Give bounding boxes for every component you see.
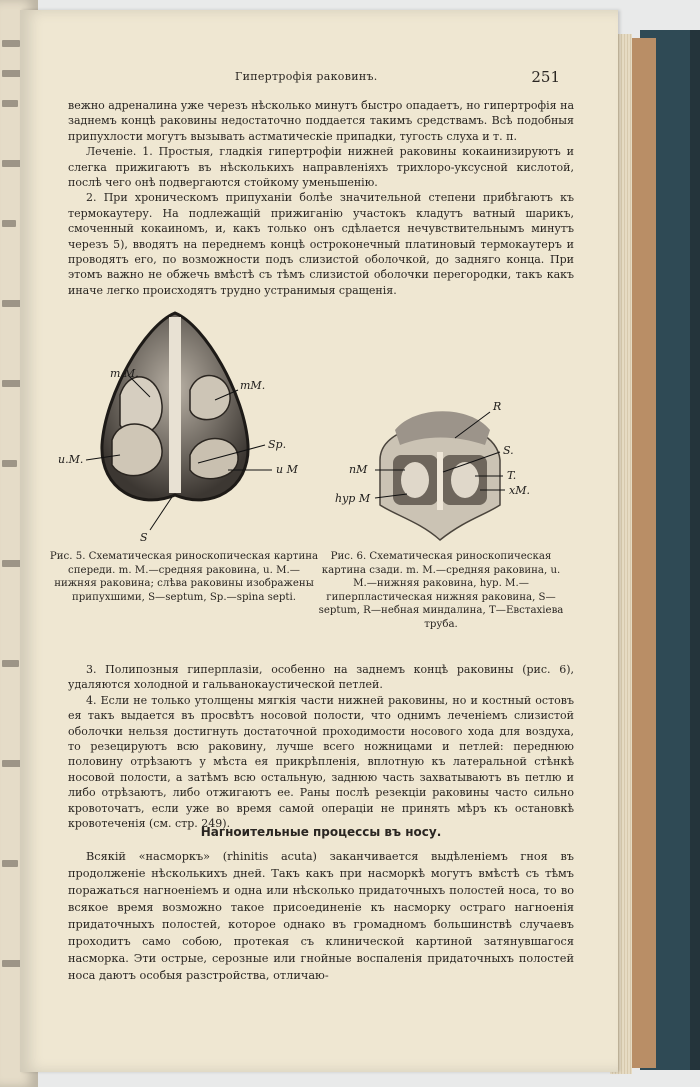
paragraph: Леченіе. 1. Простыя, гладкія гипертрофіи нижней раковины кокаинизируютъ и слегка прижигаютъ въ нѣсколькихъ направленіяхъ трихлоро-уксусной кислотой, послѣ чего онѣ подвергаются стойкому уменьшенію. [68,145,574,190]
paragraph: 4. Если не только утолщены мягкія части нижней раковины, но и костный остовъ ея такъ выдается въ просвѣтъ носовой полости, что однимъ леченіемъ слизистой оболочки нельзя достигнуть достаточной проходимости носового хода для воздуха, то резецируютъ всю раковину, лучше всего ножницами и петлей: переднюю половину отрѣзаютъ у мѣста ея прикрѣпленія, вплотную къ латеральной стѣнкѣ носовой полости, а затѣмъ всю остальную, заднюю часть захватываютъ въ петлю и либо отрѣзаютъ, либо отжигаютъ ее. Раны послѣ резекціи раковины часто сильно кровоточатъ, если уже во время самой операціи не принять мѣръ къ остановкѣ кровотеченія (см. стр. 249). [68,693,574,831]
fig6-label-R: R [493,400,502,413]
figure-5-rhinoscopy-front [50,305,320,545]
fig6-label-nM: nM [349,463,368,476]
section-heading: Нагноительные процессы въ носу. [200,825,442,839]
figure-5-caption: Рис. 5. Схематическая риноскопическая картина спереди. m. M.—средняя раковина, u. M.—нижняя раковина; слѣва раковины изображены припухшими, S—septum, Sp.—spina septi. [49,551,319,603]
running-head: Гипертрофія раковинъ. [235,70,378,83]
figure-6-caption: Рис. 6. Схематическая риноскопическая картина сзади. m. M.—средняя раковина, u. M.—нижняя раковина, hyp. M.—гиперпластическая нижняя раковина, S—septum, R—небная миндалина, T—Евстахіева труба. [318,551,564,630]
cover-spine [690,30,700,1070]
fig6-label-hypM: hyp M [335,492,371,505]
book-page [20,10,618,1072]
fig6-label-S: S. [503,444,514,457]
fig6-label-T: T. [507,469,517,482]
fig5-label-uM-right: u M [276,463,298,476]
fig6-label-xM: xM. [509,484,530,497]
paragraph: 3. Полипозныя гиперплазіи, особенно на заднемъ концѣ раковины (рис. 6), удаляются холодной и гальванокаустической петлей. [68,663,574,692]
paragraph: Всякій «насморкъ» (rhinitis acuta) заканчивается выдѣленіемъ гноя въ продолженіе нѣсколькихъ дней. Такъ какъ при насморкѣ могутъ вмѣстѣ съ тѣмъ поражаться нагноеніемъ и одна или нѣсколько придаточныхъ полостей носа, то во всякое время возможно такое присоединеніе къ насморку остраго нагноенія придаточныхъ полостей, которое однако въ громадномъ большинствѣ случаевъ проходитъ само собою, протекая съ клинической картиной затянувшагося насморка. Эти острые, серозные или гнойные воспаленія придаточныхъ полостей носа даютъ особыя разстройства, отличаю- [68,850,574,982]
figure-6-rhinoscopy-rear [335,390,565,550]
paragraph: вежно адреналина уже черезъ нѣсколько минутъ быстро опадаетъ, но гипертрофія на заднемъ концѣ раковины недостаточно поддается такимъ средствамъ. Всѣ подобныя припухлости могутъ вызывать астматическіе припадки, тугость слуха и т. п. [68,99,574,143]
text-block-mid [68,662,574,831]
paragraph: 2. При хроническомъ припуханіи болѣе значительной степени прибѣгаютъ къ термокаутеру. На подлежащій прижиганію участокъ кладутъ ватный шарикъ, смоченный кокаиномъ, и, какъ только онъ сдѣлается нечувствительнымъ минутъ черезъ 5), вводятъ на переднемъ концѣ остроконечный платиновый термокаутеръ и проводятъ его, по возможности подъ слизистой оболочкой, до задняго конца. При этомъ важно не обжечь вмѣстѣ съ тѣмъ слизистой оболочки перегородки, такъ какъ иначе легко происходятъ трудно устранимыя сращенія. [68,191,574,297]
text-block-top [68,98,574,298]
fig5-label-mM-right: mM. [240,379,266,392]
fig5-label-S: S [140,531,148,544]
page-number: 251 [531,68,560,86]
fig5-label-uM-left: u.M. [58,453,84,466]
figure-6-drawing [335,390,565,550]
fig5-label-Sp: Sp. [268,438,287,451]
text-block-bottom [68,848,574,984]
figure-5-drawing [50,305,320,545]
fig5-label-mM: m.M. [110,367,139,380]
